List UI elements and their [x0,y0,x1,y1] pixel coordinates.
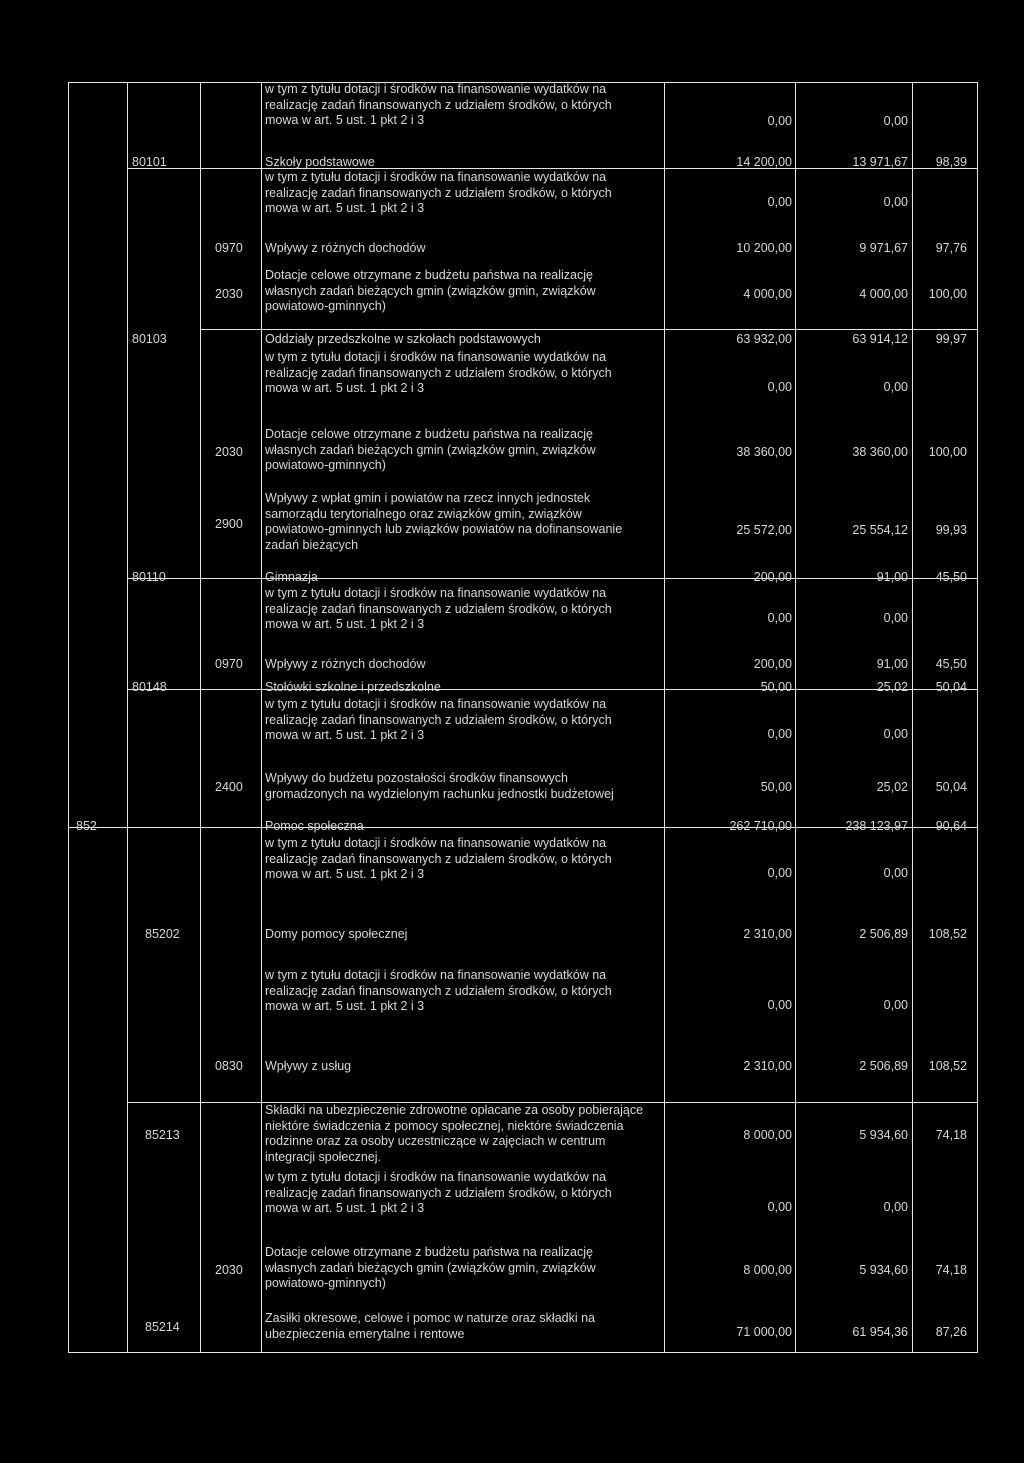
row-label: w tym z tytułu dotacji i środków na finansowanie wydatków na realizację zadań finansowanych z udziałem środków, o których mowa w art. 5 ust. 1 pkt 2 i 3 [265,82,612,127]
row-label: Dotacje celowe otrzymane z budżetu państwa na realizację własnych zadań bieżących gmin (związków gmin, związków powiatowo-gminnych) [265,268,596,313]
grid-line [68,82,69,1352]
percent-value: 108,52 [928,1059,967,1073]
percent-value: 87,26 [935,1325,967,1339]
plan-value: 2 310,00 [743,1059,792,1073]
plan-value: 14 200,00 [736,155,792,169]
grid-line [977,82,978,1352]
row-label: Wpływy z usług [265,1059,352,1073]
exec-value: 63 914,12 [852,332,908,346]
paragraph-code: 2030 [215,287,243,301]
plan-value: 25 572,00 [736,523,792,537]
percent-value: 90,64 [935,819,967,833]
paragraph-code: 2900 [215,517,243,531]
grid-line [200,329,978,330]
percent-value: 100,00 [928,445,967,459]
plan-value: 0,00 [767,998,792,1012]
exec-value: 61 954,36 [852,1325,908,1339]
exec-value: 2 506,89 [859,1059,908,1073]
percent-value: 50,04 [935,680,967,694]
plan-value: 2 310,00 [743,927,792,941]
plan-value: 0,00 [767,1200,792,1214]
row-label: Składki na ubezpieczenie zdrowotne opłacane za osoby pobierające niektóre świadczenia z pomocy społecznej, niektóre świadczenia rodzinne oraz za osoby uczestniczące w zajęciach w centrum integracji społecznej. [265,1103,644,1164]
exec-value: 0,00 [883,114,908,128]
exec-value: 5 934,60 [859,1263,908,1277]
exec-value: 0,00 [883,998,908,1012]
exec-value: 0,00 [883,611,908,625]
plan-value: 63 932,00 [736,332,792,346]
exec-value: 25,02 [876,680,908,694]
paragraph-code: 2030 [215,1263,243,1277]
section-code: 852 [76,819,97,833]
row-label: w tym z tytułu dotacji i środków na finansowanie wydatków na realizację zadań finansowanych z udziałem środków, o których mowa w art. 5 ust. 1 pkt 2 i 3 [265,836,612,881]
row-label: Gimnazja [265,570,318,584]
percent-value: 98,39 [935,155,967,169]
exec-value: 0,00 [883,380,908,394]
grid-line [200,82,201,1352]
row-label: w tym z tytułu dotacji i środków na finansowanie wydatków na realizację zadań finansowanych z udziałem środków, o których mowa w art. 5 ust. 1 pkt 2 i 3 [265,350,612,395]
row-label: Dotacje celowe otrzymane z budżetu państwa na realizację własnych zadań bieżących gmin (związków gmin, związków powiatowo-gminnych) [265,427,596,472]
grid-line [912,82,913,1352]
exec-value: 25,02 [876,780,908,794]
percent-value: 74,18 [935,1128,967,1142]
percent-value: 99,93 [935,523,967,537]
row-label: w tym z tytułu dotacji i środków na finansowanie wydatków na realizację zadań finansowanych z udziałem środków, o których mowa w art. 5 ust. 1 pkt 2 i 3 [265,170,612,215]
chapter-code: 80101 [132,155,167,169]
row-label: w tym z tytułu dotacji i środków na finansowanie wydatków na realizację zadań finansowanych z udziałem środków, o których mowa w art. 5 ust. 1 pkt 2 i 3 [265,1170,612,1215]
plan-value: 8 000,00 [743,1128,792,1142]
row-label: w tym z tytułu dotacji i środków na finansowanie wydatków na realizację zadań finansowanych z udziałem środków, o których mowa w art. 5 ust. 1 pkt 2 i 3 [265,586,612,631]
grid-line [127,82,128,1352]
grid-line [664,82,665,1352]
row-label: w tym z tytułu dotacji i środków na finansowanie wydatków na realizację zadań finansowanych z udziałem środków, o których mowa w art. 5 ust. 1 pkt 2 i 3 [265,697,612,742]
plan-value: 0,00 [767,866,792,880]
plan-value: 200,00 [753,570,792,584]
paragraph-code: 2400 [215,780,243,794]
row-label: Pomoc społeczna [265,819,364,833]
percent-value: 45,50 [935,570,967,584]
exec-value: 38 360,00 [852,445,908,459]
exec-value: 0,00 [883,727,908,741]
exec-value: 0,00 [883,866,908,880]
percent-value: 45,50 [935,657,967,671]
grid-line [795,82,796,1352]
chapter-code: 80110 [132,570,166,584]
grid-line [68,1352,978,1353]
plan-value: 0,00 [767,114,792,128]
chapter-code: 85214 [145,1320,180,1334]
percent-value: 97,76 [935,241,967,255]
row-label: Wpływy z różnych dochodów [265,657,426,671]
chapter-code: 80103 [132,332,167,346]
exec-value: 9 971,67 [859,241,908,255]
paragraph-code: 2030 [215,445,243,459]
chapter-code: 85213 [145,1128,180,1142]
plan-value: 50,00 [760,680,792,694]
grid-line [261,82,262,1352]
plan-value: 8 000,00 [743,1263,792,1277]
exec-value: 25 554,12 [852,523,908,537]
plan-value: 200,00 [753,657,792,671]
paragraph-code: 0970 [215,657,243,671]
plan-value: 4 000,00 [743,287,792,301]
paragraph-code: 0970 [215,241,243,255]
exec-value: 0,00 [883,1200,908,1214]
plan-value: 262 710,00 [729,819,792,833]
exec-value: 0,00 [883,195,908,209]
percent-value: 108,52 [928,927,967,941]
percent-value: 50,04 [935,780,967,794]
row-label: Wpływy z wpłat gmin i powiatów na rzecz innych jednostek samorządu terytorialnego oraz związków gmin, związków powiatowo-gminnych lub związków powiatów na dofinansowanie zadań bieżących [265,491,623,552]
plan-value: 0,00 [767,727,792,741]
plan-value: 71 000,00 [736,1325,792,1339]
row-label: w tym z tytułu dotacji i środków na finansowanie wydatków na realizację zadań finansowanych z udziałem środków, o których mowa w art. 5 ust. 1 pkt 2 i 3 [265,968,612,1013]
row-label: Zasiłki okresowe, celowe i pomoc w naturze oraz składki na ubezpieczenia emerytalne i rentowe [265,1311,595,1341]
exec-value: 91,00 [876,570,908,584]
chapter-code: 85202 [145,927,180,941]
exec-value: 2 506,89 [859,927,908,941]
row-label: Stołówki szkolne i przedszkolne [265,680,441,694]
exec-value: 4 000,00 [859,287,908,301]
row-label: Oddziały przedszkolne w szkołach podstawowych [265,332,541,346]
row-label: Wpływy z różnych dochodów [265,241,426,255]
plan-value: 38 360,00 [736,445,792,459]
percent-value: 99,97 [935,332,967,346]
row-label: Wpływy do budżetu pozostałości środków finansowych gromadzonych na wydzielonym rachunku jednostki budżetowej [265,771,614,801]
row-label: Dotacje celowe otrzymane z budżetu państwa na realizację własnych zadań bieżących gmin (związków gmin, związków powiatowo-gminnych) [265,1245,596,1290]
exec-value: 13 971,67 [852,155,908,169]
row-label: Szkoły podstawowe [265,155,375,169]
plan-value: 0,00 [767,380,792,394]
plan-value: 50,00 [760,780,792,794]
percent-value: 74,18 [935,1263,967,1277]
plan-value: 0,00 [767,195,792,209]
plan-value: 0,00 [767,611,792,625]
exec-value: 238 123,97 [845,819,908,833]
exec-value: 91,00 [876,657,908,671]
chapter-code: 80148 [132,680,167,694]
percent-value: 100,00 [928,287,967,301]
plan-value: 10 200,00 [736,241,792,255]
row-label: Domy pomocy społecznej [265,927,408,941]
exec-value: 5 934,60 [859,1128,908,1142]
paragraph-code: 0830 [215,1059,243,1073]
